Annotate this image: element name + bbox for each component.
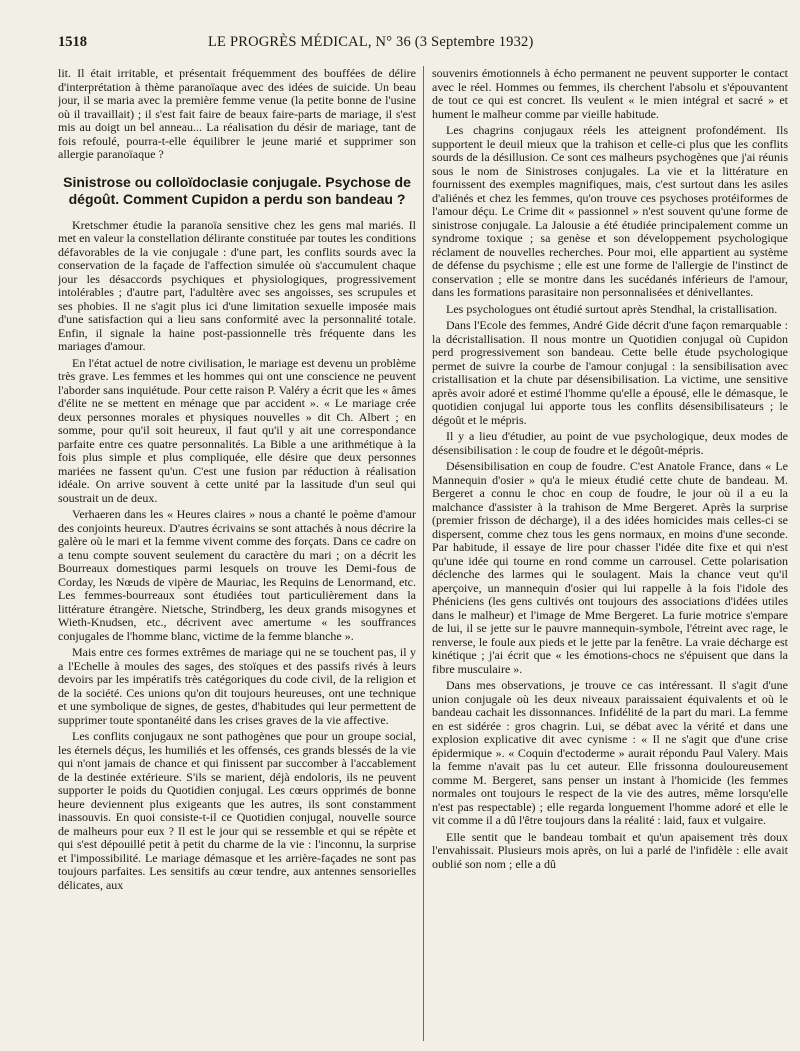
paragraph: Dans l'Ecole des femmes, André Gide décrit d'une façon remarquable : la décristallisation. Il nous montre un Quotidien conjugal où Cupidon perd progressivement son bandeau. Cette belle étude psychologique permet de suivre la courbe de l'amour conjugal : la sensibilisation avec cristallisation et la chute par désensibilisation. La victime, une sensitive après avoir adoré et estimé l'homme qu'elle a épousé, elle le démasque, le quotidien conjugal lui apporte tous les conflits désensibilisateurs ; le dégoût et le mépris. xyxy=(432,318,788,427)
paragraph: Les psychologues ont étudié surtout après Stendhal, la cristallisation. xyxy=(446,301,778,316)
paragraph: Mais entre ces formes extrêmes de mariage qui ne se touchent pas, il y a l'Echelle à moules des sages, des stoïques et des passifs rivés à leurs devoirs par les impératifs très catégoriques du code civil, de la religion et de la société. Ces unions qu'on dit toujours heureuses, ont une technique et une symbolique de signes, de gestes, d'habitudes qui leur permettent de supprimer toute spontanéité dans les crises graves de la vie affective. xyxy=(58,645,416,727)
paragraph: souvenirs émotionnels à écho permanent ne peuvent supporter le contact avec le réel. Hommes ou femmes, ils cherchent l'absolu et s'épouvantent de tout ce qui est concret. Ils veulent « le mien intégral et sacré » et hument le malheur comme par vieille habitude. xyxy=(432,67,788,121)
section-heading: Sinistrose ou colloïdoclasie conjugale. Psychose de dégoût. Comment Cupidon a perdu son bandeau ? xyxy=(63,173,411,207)
paragraph: Elle sentit que le bandeau tombait et qu'un apaisement très doux l'envahissait. Plusieurs mois après, on lui a parlé de l'infidèle : elle avait oublié son nom ; elle a dû xyxy=(432,829,788,871)
running-header xyxy=(58,34,782,56)
paragraph: Kretschmer étudie la paranoïa sensitive chez les gens mal mariés. Il met en valeur la constellation délirante constituée par toutes les conditions défavorables de la vie conjugale : d'une part, les conflits sourds avec la conservation de la façade de l'affection simulée où s'accumulent chaque jour les désaccords psychiques et physiologiques, progressivement intolérables ; d'autre part, l'adultère avec ses angoisses, ses scrupules et ses phobies. Il ne s'agit plus ici d'une limitation sexuelle imposée mais d'une satisfaction qui a lieu sans conformité avec la personnalité totale. Enfin, il signale la haine post-passionnelle très fréquente dans les mariages d'amour. xyxy=(58,217,416,353)
right-column xyxy=(432,67,788,1043)
paragraph: lit. Il était irritable, et présentait fréquemment des bouffées de délire d'interprétation à thème paranoïaque avec des idées de suicide. Un beau jour, il se maria avec la première femme venue (la petite bonne de l'usine où il travaillait) ; il s'est fait faire de beaux faire-parts de mariage, il s'est mis au doigt un bel anneau... La réalisation du désir de mariage, tant de fois refoulé, pourra-t-elle équilibrer le jeune marié et supprimer son allergie paranoïaque ? xyxy=(58,67,416,161)
paragraph: Il y a lieu d'étudier, au point de vue psychologique, deux modes de désensibilisation : le coup de foudre et le dégoût-mépris. xyxy=(432,429,788,457)
journal-title: LE PROGRÈS MÉDICAL, N° 36 (3 Septembre 1932) xyxy=(208,34,534,50)
paragraph: Dans mes observations, je trouve ce cas intéressant. Il s'agit d'une union conjugale où les deux niveaux paraissaient équivalents et où le bandeau cachait les dissonnances. Infidélité de la part du mari. La femme en est sidérée : gros chagrin. Lui, se débat avec la vérité et dans une explosion explicative dit avec cynisme : « Il ne s'agit que d'une crise épidermique ». « Coquin d'ectoderme » aurait répondu Paul Valery. Mais la femme n'avait pas lu cet auteur. Elle frissonna douloureusement comme M. Bergeret, sans penser un instant à l'homicide (les femmes normales ont toujours le respect de la vie des autres, même lorsqu'elle n'est pas respectable) ; elle regarda longuement l'homme adoré et elle le vit comme il a dû l'être toujours dans la réalité : laid, faux et vulgaire. xyxy=(432,678,788,827)
left-column xyxy=(58,67,416,1043)
paragraph: Désensibilisation en coup de foudre. C'est Anatole France, dans « Le Mannequin d'osier » qu'a le mieux étudié cette chute de bandeau. M. Bergeret a connu le choc en coup de foudre, le jour où il a eu la malchance d'assister à la trahison de Mme Bergeret. Après la surprise (premier frisson de décharge), il a des idées homicides mais celles-ci se dispersent, comme chez tous les gens normaux, en moins d'une seconde. Par habitude, il essaye de lire pour chasser l'idée dite fixe et qui n'est qu'une idée qui tourne en rond comme un carrousel. Cette polarisation déclenche des larmes qui le soulagent. Mais la chance veut qu'il aperçoive, un mannequin d'osier qui lui rappelle à la fois l'idole des Phéniciens (les gens cultivés ont toujours des associations d'idées utiles dans le malheur) et l'image de Mme Bergeret. La furie motrice s'empare de lui, il se jette sur le pauvre mannequin-symbole, l'étreint avec rage, le renverse, le foule aux pieds et le jette par la fenêtre. La vraie décharge est kinétique ; j'ai écrit que « les émotions-chocs ne s'épuisent que dans la fibre musculaire ». xyxy=(432,459,788,676)
paragraph: Verhaeren dans les « Heures claires » nous a chanté le poème d'amour des conjoints heureux. D'autres écrivains se sont attachés à nous décrire la galère où le mari et la femme vivent comme des forçats. Dans ce cadre on a tenu compte souvent seulement du caractère du mari ; on a décrit les Bourreaux domestiques parmi lesquels on trouve les Demi-fous de Corday, les Nœuds de vipère de Mauriac, les Requins de Lenormand, etc. Les femmes-bourreaux sont étudiées tout particulièrement dans la littérature étrangère. Nietsche, Strindberg, les deux grands misogynes et Wieth-Knudsen, etc., décrivent avec amertume « les souffrances conjugales de l'homme blanc, victime de la femme blanche ». xyxy=(58,507,416,643)
paragraph: En l'état actuel de notre civilisation, le mariage est devenu un problème très grave. Les femmes et les hommes qui ont une conscience ne peuvent l'aborder sans inquiétude. Pour cette raison P. Valéry a écrit que les « âmes d'élite ne se mettent en ménage que par accident ». « Le mariage crée deux personnes morales et physiques nouvelles » dit Ch. Albert ; en somme, pour qu'il soit heureux, il faut qu'il y ait une correspondance parfaite entre ces quatre personnalités. La Bible a une arithmétique à la fois plus simple et plus compliquée, elle désire que deux personnes mariées ne fassent qu'un. C'est une fusion par réduction à réalisation idéale. On arrive souvent à cette unité par la lassitude d'un seul qui soustrait un de deux. xyxy=(58,355,416,505)
column-divider xyxy=(423,66,424,1041)
paragraph: Les conflits conjugaux ne sont pathogènes que pour un groupe social, les éternels déçus, les humiliés et les offensés, ces grands blessés de la vie qui n'ont jamais de chance et qui finissent par succomber à l'accablement de la destinée extérieure. S'ils se marient, déjà endoloris, ils ne peuvent supporter le poids du Quotidien conjugal. Les cœurs opprimés de bonne heure deviennent plus exigeants que les autres, ils sont constamment inassouvis. En quoi consiste-t-il ce Quotidien conjugal, nouvelle source de malheurs pour eux ? Il est le jour qui se ressemble et qui se répète et qui s'est dépouillé petit à petit du charme de la vie : l'inconnu, la surprise et l'impossibilité. Le mariage démasque et les arrière-façades ne sont pas toujours parfaites. Les sensitifs au cœur tendre, aux antennes sensorielles délicates, aux xyxy=(58,729,416,892)
paragraph: Les chagrins conjugaux réels les atteignent profondément. Ils supportent le deuil mieux que la trahison et celle-ci plus que les conflits sourds de la désillusion. Ce sont ces malheurs psychogènes que j'ai réunis sous le nom de Sinistroses conjugales. La vie et la littérature en fournissent des exemples magnifiques, mais, c'est surtout dans les asiles d'aliénés et chez les femmes, qu'on trouve ces psychoses protéiformes de l'amour déçu. Le Crime dit « passionnel » n'est souvent qu'une forme de sinistrose conjugale. La Jalousie a été étudiée principalement comme un syndrome toxique ; sa genèse et son développement psychologique réclament de nouvelles recherches. Pour moi, elle appartient au système de défense du psychisme ; elle est une forme de l'allergie de l'instinct de conservation ; elle se montre dans les sucédanés inférieurs de l'amour, dans les formations parasitaire non personnalisées et dénivellantes. xyxy=(432,123,788,299)
page-number: 1518 xyxy=(58,34,87,50)
